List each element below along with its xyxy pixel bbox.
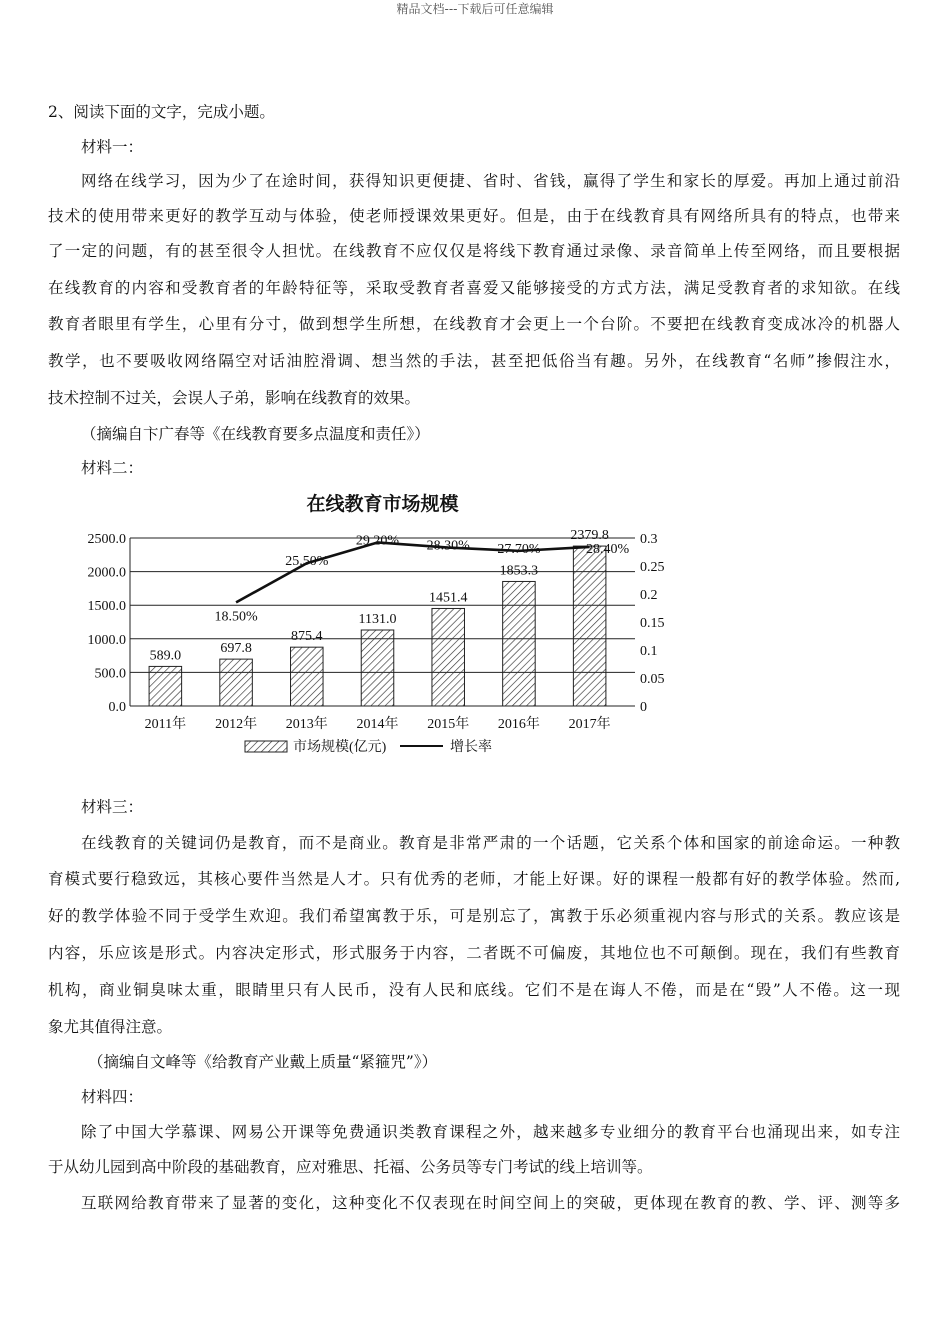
page-header: 精品文档---下载后可任意编辑: [396, 2, 554, 16]
bar-value-label: 1451.4: [428, 590, 468, 606]
material-3-line: 象尤其值得注意。: [48, 1018, 173, 1036]
material-2-label: 材料二：: [81, 459, 144, 477]
growth-rate-label: 29.20%: [355, 533, 400, 549]
material-4-line: 于从幼儿园到高中阶段的基础教育，应对雅思、托福、公务员等专门考试的线上培训等。: [48, 1158, 653, 1176]
bar: [503, 581, 536, 706]
legend-swatch-market-size: [245, 741, 287, 752]
x-tick-label: 2013年: [285, 717, 328, 732]
y-tick-label-right: 0.3: [640, 532, 658, 547]
material-1-label: 材料一：: [81, 138, 144, 156]
bar: [361, 630, 394, 706]
growth-rate-label: 28.30%: [426, 538, 470, 554]
y-tick-label-left: 2500.0: [87, 532, 126, 547]
question-prompt: 2、阅读下面的文字，完成小题。: [48, 103, 275, 121]
y-tick-label-left: 500.0: [94, 666, 126, 682]
material-3-line: 机构，商业铜臭味太重，眼睛里只有人民币，没有人民和底线。它们不是在诲人不倦，而是在“毁”人不倦。这一现: [48, 981, 900, 999]
material-3-line: 内容，乐应该是形式。内容决定形式，形式服务于内容，二者既不可偏废，其地位也不可颠倒。现在，我们有些教育: [48, 944, 900, 962]
y-tick-label-left: 1000.0: [87, 632, 126, 648]
material-1-line: 了一定的问题，有的甚至很令人担忧。在线教育不应仅仅是将线下教育通过录像、录音简单上传至网络，而且要根据: [48, 242, 900, 260]
growth-rate-label: 28.40%: [586, 541, 630, 557]
x-tick-label: 2014年: [356, 717, 399, 732]
y-tick-label-right: 0.1: [640, 644, 658, 659]
x-tick-label: 2012年: [215, 717, 258, 732]
growth-rate-label: 18.50%: [214, 609, 258, 625]
material-3-line: 好的教学体验不同于受学生欢迎。我们希望寓教于乐，可是别忘了，寓教于乐必须重视内容与形式的关系。教应该是: [48, 907, 900, 925]
material-3-line: 育模式要行稳致远，其核心要件当然是人才。只有优秀的老师，才能上好课。好的课程一般都有好的教学体验。然而,: [48, 870, 900, 888]
material-1-line: 网络在线学习，因为少了在途时间，获得知识更便捷、省时、省钱，赢得了学生和家长的厚爱。再加上通过前沿: [81, 172, 900, 190]
bar-value-label: 697.8: [220, 641, 252, 657]
bar: [432, 608, 465, 706]
y-tick-label-right: 0: [640, 700, 647, 715]
material-1-source: （摘编自卞广春等《在线教育要多点温度和责任》）: [81, 425, 430, 443]
growth-rate-label: 25.50%: [285, 554, 329, 570]
bar-value-label: 1131.0: [358, 611, 397, 627]
legend-label-market-size: 市场规模(亿元): [293, 740, 387, 755]
material-1-line: 在线教育的内容和受教育者的年龄特征等，采取受教育者喜爱又能够接受的方式方法，满足受教育者的求知欲。在线: [48, 279, 900, 297]
bar-value-label: 1853.3: [499, 563, 539, 579]
y-tick-label-right: 0.2: [640, 588, 658, 603]
y-tick-label-right: 0.25: [640, 560, 665, 575]
material-1-line: 教学，也不要吸收网络隔空对话油腔滑调、想当然的手法，甚至把低俗当有趣。另外，在线教育“名师”掺假注水，: [48, 352, 900, 370]
material-1-line: 教育者眼里有学生，心里有分寸，做到想学生所想，在线教育才会更上一个台阶。不要把在线教育变成冰冷的机器人: [48, 315, 900, 333]
legend-label-growth-rate: 增长率: [450, 740, 492, 755]
material-4-line: 除了中国大学慕课、网易公开课等免费通识类教育课程之外，越来越多专业细分的教育平台也涌现出来，如专注: [81, 1123, 900, 1141]
material-4-line: 互联网给教育带来了显著的变化，这种变化不仅表现在时间空间上的突破，更体现在教育的教、学、评、测等多: [81, 1194, 900, 1212]
material-3-label: 材料三：: [81, 798, 144, 816]
growth-rate-label: 27.70%: [497, 541, 541, 557]
material-3-source: （摘编自文峰等《给教育产业戴上质量“紧箍咒”》）: [88, 1053, 438, 1071]
market-size-chart: [75, 478, 675, 778]
y-tick-label-left: 1500.0: [87, 599, 126, 615]
y-tick-label-left: 2000.0: [87, 565, 126, 581]
x-tick-label: 2015年: [427, 717, 470, 732]
x-tick-label: 2011年: [144, 717, 187, 732]
bar-value-label: 2379.8: [570, 528, 609, 544]
material-1-line: 技术的使用带来更好的教学互动与体验，使老师授课效果更好。但是，由于在线教育具有网络所具有的特点，也带来: [48, 207, 900, 225]
bar-value-label: 589.0: [149, 648, 182, 664]
chart-title: 在线教育市场规模: [306, 494, 459, 515]
y-tick-label-right: 0.15: [640, 616, 665, 631]
bar: [149, 666, 182, 706]
bar-value-label: 875.4: [291, 629, 323, 645]
bar: [573, 546, 606, 706]
y-tick-label-right: 0.05: [640, 672, 665, 687]
bar: [220, 659, 253, 706]
material-4-label: 材料四：: [81, 1088, 144, 1106]
bar: [291, 647, 324, 706]
y-tick-label-left: 0.0: [108, 700, 126, 715]
x-tick-label: 2017年: [568, 717, 611, 732]
material-1-line: 技术控制不过关，会误人子弟，影响在线教育的效果。: [48, 389, 421, 407]
material-3-line: 在线教育的关键词仍是教育，而不是商业。教育是非常严肃的一个话题，它关系个体和国家的前途命运。一种教: [81, 834, 900, 852]
x-tick-label: 2016年: [497, 717, 540, 732]
